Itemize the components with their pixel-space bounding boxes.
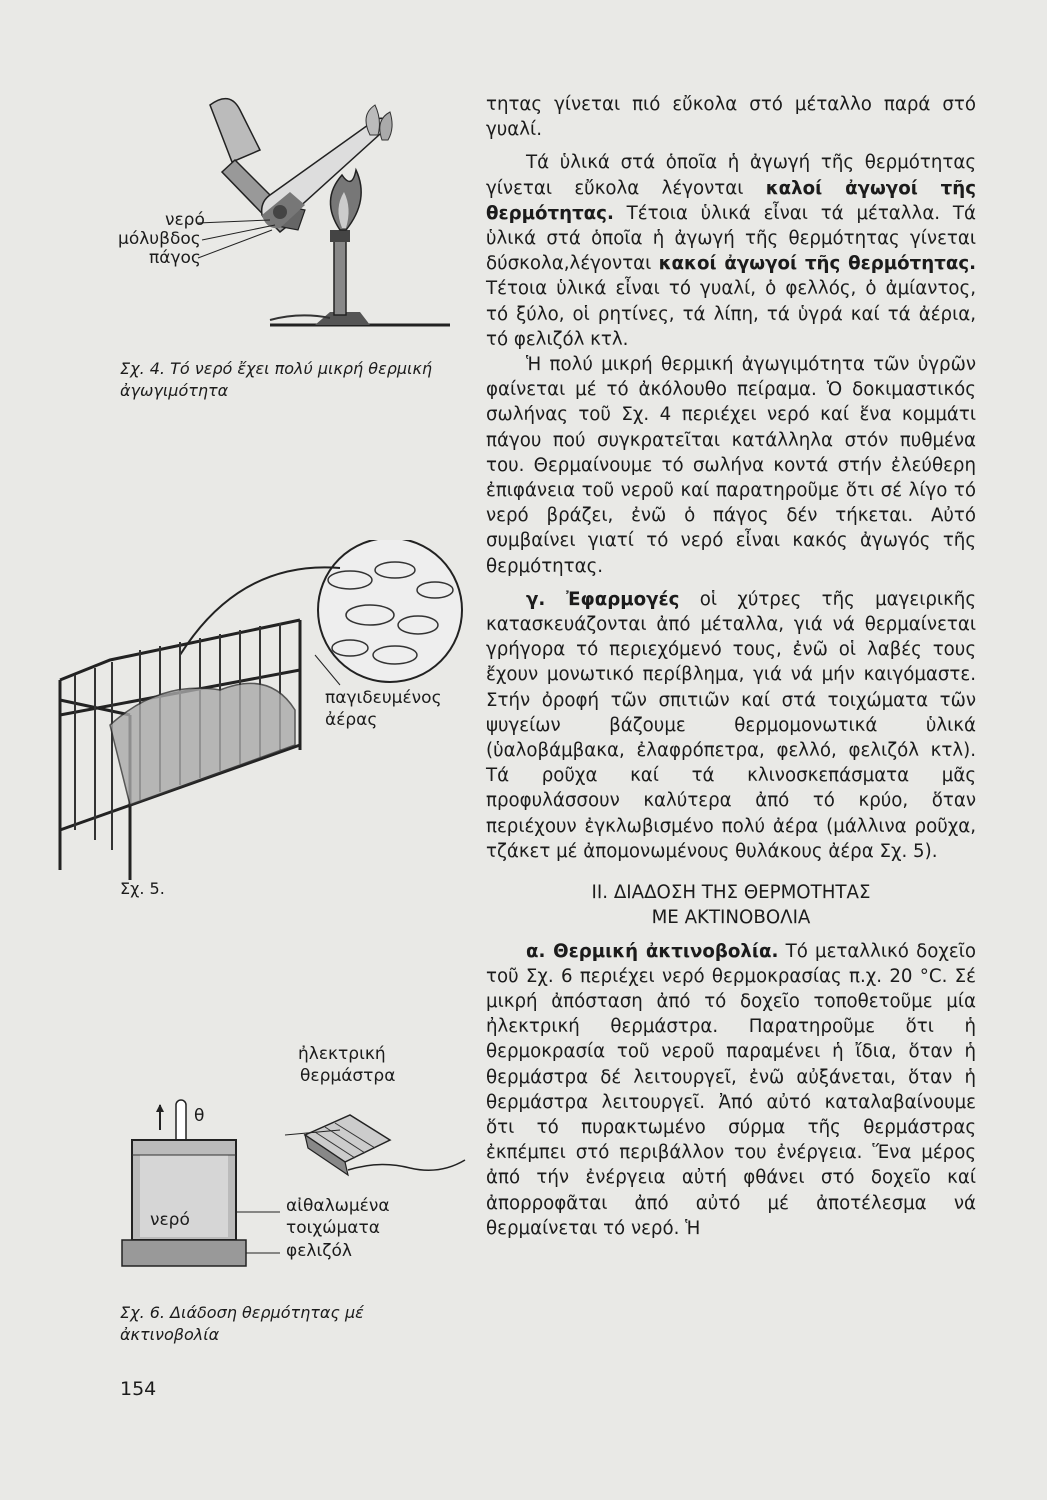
label-water: νερό [150,1210,190,1230]
label-water: νερό [165,210,205,230]
label-heater-1: ἠλεκτρική [298,1044,386,1064]
term-bad-conductors: κακοί ἀγωγοί τῆς θερμότητας. [658,253,977,275]
page-number: 154 [120,1378,157,1400]
label-heater-2: θερμάστρα [300,1066,396,1086]
figure-4 [120,80,470,410]
paragraph-2-text-a: Τά ὑλικά στά ὁποῖα ἡ ἀγωγή τῆς θερμότητας γίνεται εὔκολα λέγονται [486,152,976,199]
paragraph-2 [486,150,976,352]
section-heading-line-2: ΜΕ ΑΚΤΙΝΟΒΟΛΙΑ [651,907,811,929]
label-sooted-walls-2: τοιχώματα [286,1218,380,1238]
figure-6 [110,1044,470,1360]
main-text-column [486,92,976,1241]
paragraph-5 [486,939,976,1241]
label-lead: μόλυβδος [118,229,201,249]
label-trapped-air-1: παγιδευμένος [325,688,442,708]
label-polystyrene: φελιζόλ [286,1241,352,1261]
paragraph-4 [486,587,976,864]
paragraph-4-text: οἱ χύτρες τῆς μαγειρικῆς κατασκευάζονται ἀπό μέταλλα, γιά νά θερμαίνεται γρήγορα τό περιεχόμενό τους, ἐνῶ οἱ λαβές τους ἔχουν μονωτικό περίβλημα, γιά νά μήν καιγόμαστε. Στήν ὀροφή τῶν σπιτιῶν καί στά τοιχώματα τῶν ψυγείων βάζουμε θερμομονωτικά ὑλικά (ὑαλοβάμβακα, ἐλαφρόπετρα, φελλό, φελιζόλ κτλ). Τά ροῦχα καί τά κλινοσκεπάσματα μᾶς προφυλάσσουν καλύτερα ἀπό τό κρύο, ὅταν περιέχουν ἐγκλωβισμένο πολύ ἀέρα (μάλλινα ροῦχα, τζάκετ μέ ἀπομονωμένους θυλάκους ἀέρα Σχ. 5). [486,588,977,862]
label-sooted-walls-1: αἰθαλωμένα [286,1196,390,1216]
paragraph-2-text-e: Τέτοια ὑλικά εἶναι τό γυαλί, ὁ φελλός, ὁ ἀμίαντος, τό ξύλο, οἱ ρητίνες, τά λίπη, τά ὑγρά καί τά ἀέρια, τό φελιζόλ κτλ. [486,278,976,350]
term-good-conductors: καλοί ἀγωγοί τῆς θερμότητας. [486,177,976,224]
section-heading [486,880,976,930]
paragraph-2-text-c: Τέτοια ὑλικά εἶναι τά μέταλλα. Τά ὑλικά στά ὁποῖα ἡ ἀγωγή τῆς θερμότητας γίνεται δύσκολα,λέγονται [486,202,976,275]
label-trapped-air-2: ἀέρας [325,710,378,730]
label-theta: θ [194,1106,205,1126]
paragraph-3: Ἡ πολύ μικρή θερμική ἀγωγιμότητα τῶν ὑγρῶν φαίνεται μέ τό ἀκόλουθο πείραμα. Ὁ δοκιμαστικός σωλήνας τοῦ Σχ. 4 περιέχει νερό καί ἕνα κομμάτι πάγου πού συγκρατεῖται κατάλληλα στόν πυθμένα του. Θερμαίνουμε τό σωλήνα κοντά στήν ἐλεύθερη ἐπιφάνεια τοῦ νεροῦ καί παρατηροῦμε ὅτι σέ λίγο τό νερό βράζει, ἐνῶ ὁ πάγος δέν τήκεται. Αὐτό συμβαίνει γιατί τό νερό εἶναι κακός ἀγωγός τῆς θερμότητας. [486,354,976,577]
figure-4-caption: Σχ. 4. Τό νερό ἔχει πολύ μικρή θερμική ἀγωγιμότητα [120,359,433,400]
heading-thermal-radiation: α. Θερμική ἀκτινοβολία. [526,940,779,962]
figure-6-caption: Σχ. 6. Διάδοση θερμότητας μέ ἀκτινοβολία [120,1303,364,1344]
paragraph-1: τητας γίνεται πιό εὔκολα στό μέταλλο παρά στό γυαλί. [486,94,976,141]
section-heading-line-1: ΙΙ. ΔΙΑΔΟΣΗ ΤΗΣ ΘΕΡΜΟΤΗΤΑΣ [591,882,871,904]
figure-5-caption: Σχ. 5. [120,879,165,898]
paragraph-5-text: Τό μεταλλικό δοχεῖο τοῦ Σχ. 6 περιέχει νερό θερμοκρασίας π.χ. 20 °C. Σέ μικρή ἀπόσταση ἀπό τό δοχεῖο τοποθετοῦμε μία ἠλεκτρική θερμάστρα. Παρατηροῦμε ὅτι ἡ θερμοκρασία τοῦ νεροῦ παραμένει ἡ ἴδια, ὅταν ἡ θερμάστρα δέ λειτουργεῖ, ἐνῶ αὐξάνεται, ὅταν ἡ θερμάστρα λειτουργεῖ. Ἀπό αὐτό καταλαβαίνουμε ὅτι τό πυρακτωμένο σύρμα τῆς θερμάστρας ἐκπέμπει στό περιβάλλον του ἐνέργεια. Ἕνα μέρος ἀπό τήν ἐνέργεια αὐτή φθάνει στό δοχεῖο καί ἀπορροφᾶται ἀπό αὐτό μέ ἀποτέλεσμα νά θερμαίνεται τό νερό. Ἡ [486,940,976,1239]
figure-5 [50,540,470,910]
heading-applications: γ. Ἐφαρμογές [526,588,680,610]
label-ice: πάγος [149,248,201,268]
figure-5-drawing [50,540,470,880]
